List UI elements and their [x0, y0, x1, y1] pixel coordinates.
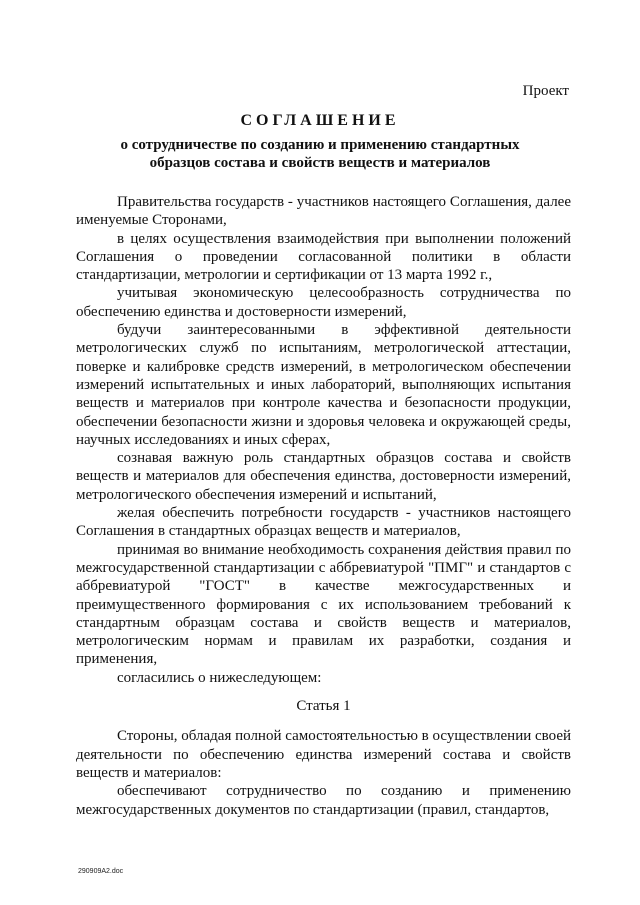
file-code: 290909A2.doc	[78, 868, 124, 875]
document-subtitle: о сотрудничестве по созданию и применению стандартных образцов состава и свойств веществ и материалов	[120, 137, 520, 171]
project-label: Проект	[522, 83, 569, 99]
preamble-paragraph: согласились о нижеследующем:	[117, 669, 322, 686]
preamble-paragraph: желая обеспечить потребности государств - участников настоящего Соглашения в стандартных образцах веществ и материалов,	[76, 505, 571, 540]
preamble-paragraph: учитывая экономическую целесообразность сотрудничества по обеспечению единства и достоверности измерений,	[76, 285, 571, 320]
document-title: СОГЛАШЕНИЕ	[240, 112, 400, 129]
preamble-paragraph: принимая во внимание необходимость сохранения действия правил по межгосударственной стандартизации с аббревиатурой "ПМГ" и стандартов с аббревиатурой "ГОСТ" в качестве межгосударственных и преимущественного формирования с их использованием требований к стандартным образцам состава и свойств веществ и материалов, метрологическим нормам и правилам их разработки, создания и применения,	[76, 541, 571, 668]
preamble-paragraph: сознавая важную роль стандартных образцов состава и свойств веществ и материалов для обеспечения единства, достоверности измерений, метрологического обеспечения измерений и испытаний,	[76, 450, 571, 503]
preamble-paragraph: Правительства государств - участников настоящего Соглашения, далее именуемые Сторонами,	[76, 194, 571, 229]
preamble-paragraph: будучи заинтересованными в эффективной деятельности метрологических служб по испытаниям, метрологической аттестации, поверке и калибровке средств измерений, в метрологическом обеспечении измерений испытательных и иных лабораторий, выполняющих испытания веществ и материалов при контроле качества и безопасности продукции, обеспечении безопасности жизни и здоровья человека и окружающей среды, научных исследованиях и иных сферах,	[76, 322, 571, 448]
article-paragraph: обеспечивают сотрудничество по созданию и применению межгосударственных документов по стандартизации (правил, стандартов,	[76, 783, 571, 818]
article-heading: Статья 1	[296, 698, 351, 715]
document-body	[76, 193, 571, 819]
preamble-paragraph: в целях осуществления взаимодействия при выполнении положений Соглашения о проведении согласованной политики в области стандартизации, метрологии и сертификации от 13 марта 1992 г.,	[76, 230, 571, 284]
article-paragraph: Стороны, обладая полной самостоятельностью в осуществлении своей деятельности по обеспечению единства измерений состава и свойств веществ и материалов:	[76, 728, 571, 781]
